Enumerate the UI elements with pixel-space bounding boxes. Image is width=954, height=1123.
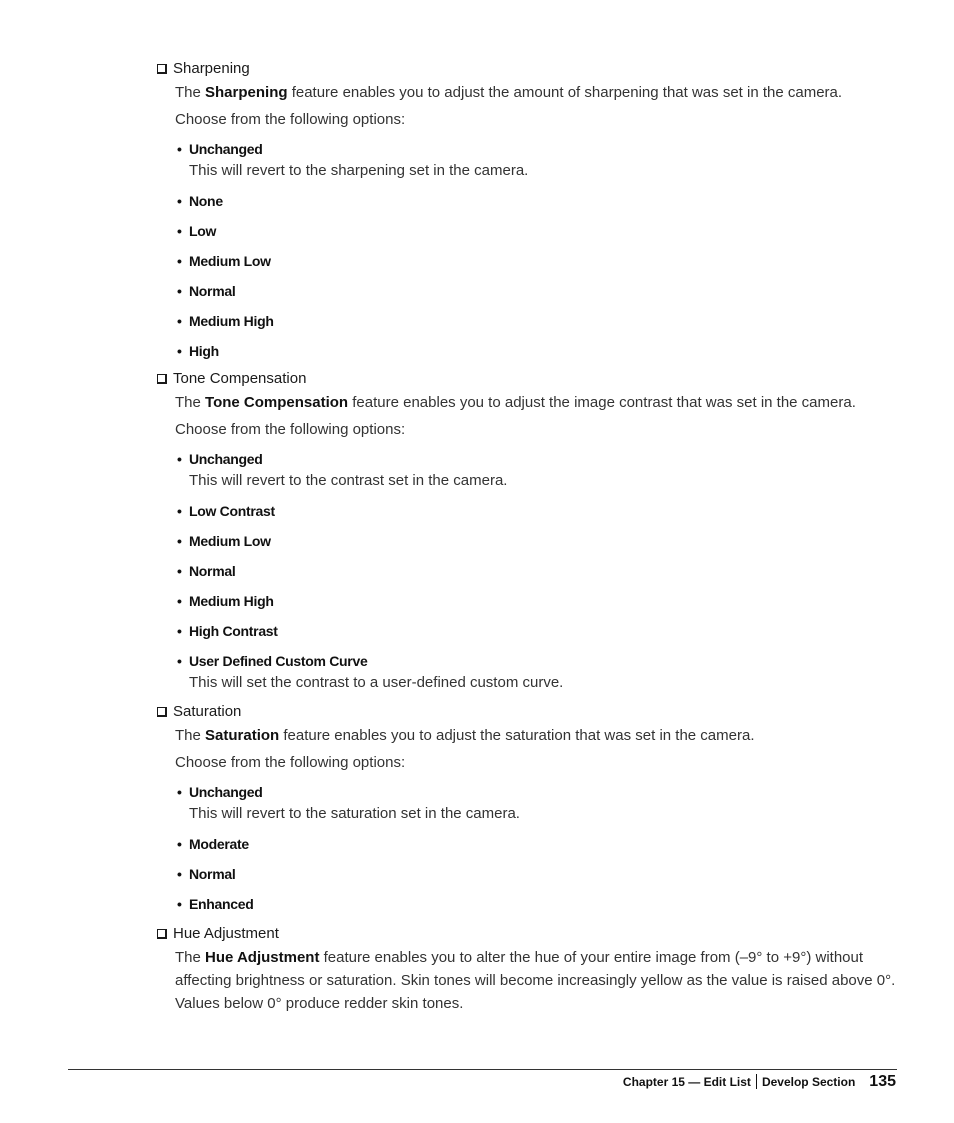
options-list <box>177 782 917 914</box>
option-description: This will revert to the sharpening set in the camera. <box>189 162 529 179</box>
intro-text: feature enables you to adjust the saturation that was set in the camera. <box>279 727 755 744</box>
list-item <box>177 782 917 824</box>
section-title: Hue Adjustment <box>173 925 279 942</box>
list-item <box>177 251 917 271</box>
section-heading <box>157 702 917 722</box>
checkbox-bullet-icon <box>157 929 167 939</box>
options-list <box>177 449 917 693</box>
intro-text: feature enables you to adjust the image contrast that was set in the camera. <box>348 394 856 411</box>
section-sharpening <box>157 59 917 371</box>
section-heading <box>157 369 917 389</box>
list-item <box>177 341 917 361</box>
footer-chapter: Chapter 15 — Edit List <box>622 1075 751 1089</box>
section-intro <box>175 946 917 1015</box>
option-description: This will revert to the saturation set in the camera. <box>189 805 520 822</box>
list-item <box>177 531 917 551</box>
section-tone-compensation <box>157 369 917 703</box>
option-label: Normal <box>189 866 236 882</box>
section-intro <box>175 724 917 747</box>
option-label: Normal <box>189 283 236 299</box>
checkbox-bullet-icon <box>157 374 167 384</box>
option-label: Medium Low <box>189 533 271 549</box>
option-label: Moderate <box>189 836 249 852</box>
option-label: Unchanged <box>189 784 263 800</box>
footer-section: Develop Section <box>761 1075 856 1089</box>
intro-bold-term: Tone Compensation <box>205 394 349 411</box>
section-intro <box>175 81 917 104</box>
choose-text: Choose from the following options: <box>175 754 406 771</box>
list-item <box>177 894 917 914</box>
option-label: Unchanged <box>189 141 263 157</box>
list-item <box>177 591 917 611</box>
list-item <box>177 221 917 241</box>
list-item <box>177 191 917 211</box>
list-item <box>177 834 917 854</box>
intro-text: The <box>175 949 206 966</box>
intro-text: feature enables you to alter the hue of your entire image from (–9° to +9°) without affecting brightness or saturation. Skin tones will become increasingly yellow as the value is raised above 0°. Values below 0° produce redder skin tones. <box>175 949 896 1012</box>
option-label: Enhanced <box>189 896 254 912</box>
options-list <box>177 139 917 361</box>
option-label: Medium High <box>189 593 274 609</box>
option-label: Medium High <box>189 313 274 329</box>
option-label: Medium Low <box>189 253 271 269</box>
choose-text: Choose from the following options: <box>175 111 406 128</box>
list-item <box>177 281 917 301</box>
list-item <box>177 621 917 641</box>
checkbox-bullet-icon <box>157 707 167 717</box>
page-number: 135 <box>869 1073 896 1090</box>
intro-bold-term: Sharpening <box>205 84 288 101</box>
option-label: Unchanged <box>189 451 263 467</box>
option-label: User Defined Custom Curve <box>189 653 368 669</box>
option-description: This will revert to the contrast set in the camera. <box>189 472 508 489</box>
list-item <box>177 864 917 884</box>
checkbox-bullet-icon <box>157 64 167 74</box>
intro-bold-term: Saturation <box>205 727 280 744</box>
section-heading <box>157 59 917 79</box>
section-heading <box>157 924 917 944</box>
list-item <box>177 449 917 491</box>
list-item <box>177 651 917 693</box>
intro-text: feature enables you to adjust the amount of sharpening that was set in the camera. <box>287 84 843 101</box>
section-title: Tone Compensation <box>173 370 307 387</box>
option-label: Low <box>189 223 217 239</box>
choose-text: Choose from the following options: <box>175 421 406 438</box>
option-label: Low Contrast <box>189 503 275 519</box>
intro-text: The <box>175 394 206 411</box>
section-intro <box>175 391 917 414</box>
page-footer <box>623 1071 896 1093</box>
intro-text: The <box>175 727 206 744</box>
section-saturation <box>157 702 917 924</box>
section-hue-adjustment <box>157 924 917 1015</box>
intro-bold-term: Hue Adjustment <box>205 949 320 966</box>
list-item <box>177 561 917 581</box>
list-item <box>177 501 917 521</box>
section-title: Sharpening <box>173 60 250 77</box>
option-label: High Contrast <box>189 623 278 639</box>
list-item <box>177 139 917 181</box>
option-label: High <box>189 343 219 359</box>
option-label: Normal <box>189 563 236 579</box>
option-description: This will set the contrast to a user-defined custom curve. <box>189 674 564 691</box>
intro-text: The <box>175 84 206 101</box>
footer-divider <box>68 1069 897 1070</box>
section-title: Saturation <box>173 703 242 720</box>
footer-separator <box>756 1074 757 1089</box>
list-item <box>177 311 917 331</box>
option-label: None <box>189 193 223 209</box>
